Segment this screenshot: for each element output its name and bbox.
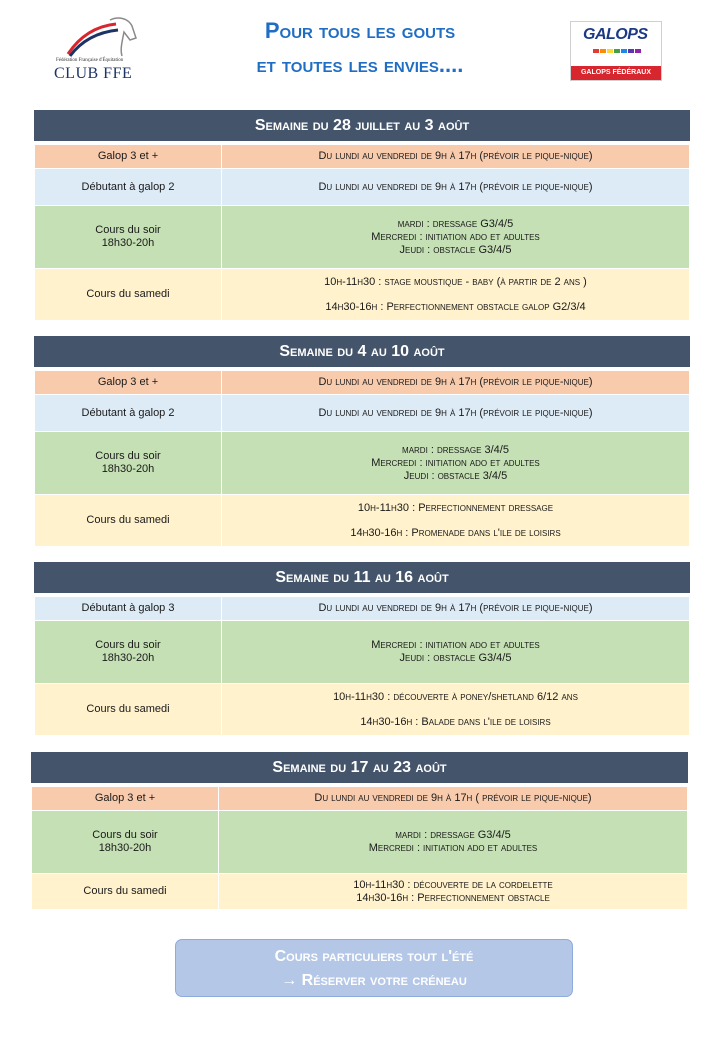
row-detail — [219, 874, 688, 910]
detail-line: Du lundi au vendredi de 9h à 17h (prévoir le pique-nique) — [318, 150, 593, 162]
row-label-line: Cours du soir — [95, 224, 161, 236]
table-row — [32, 811, 688, 874]
galops-color-bars — [593, 49, 641, 53]
detail-line: Jeudi : obstacle G3/4/5 — [399, 652, 512, 664]
row-detail — [222, 371, 690, 395]
row-label: Cours du samedi — [35, 684, 222, 736]
week-header: Semaine du 4 au 10 août — [34, 336, 690, 367]
week-table — [34, 370, 690, 547]
table-row — [35, 432, 690, 495]
week-header: Semaine du 11 au 16 août — [34, 562, 690, 593]
galops-band: GALOPS FÉDÉRAUX — [571, 66, 661, 80]
row-label: Cours du samedi — [35, 495, 222, 547]
row-label: Débutant à galop 2 — [35, 169, 222, 206]
week-table — [34, 596, 690, 736]
row-label-line: Cours du soir — [95, 639, 161, 651]
row-label-line: 18h30-20h — [98, 842, 152, 854]
detail-line: mardi : dressage G3/4/5 — [395, 829, 511, 841]
table-row — [35, 371, 690, 395]
table-row — [35, 145, 690, 169]
table-row — [35, 597, 690, 621]
week-block-1 — [34, 110, 690, 321]
table-row — [35, 206, 690, 269]
row-detail — [222, 597, 690, 621]
row-label — [32, 811, 219, 874]
title-line-1: Pour tous les gouts — [264, 18, 456, 43]
ffe-club-label: CLUB FFE — [54, 65, 133, 82]
table-row — [35, 269, 690, 321]
row-label: Cours du samedi — [35, 269, 222, 321]
row-label: Débutant à galop 3 — [35, 597, 222, 621]
detail-line: Mercredi : initiation ado et adultes — [368, 842, 538, 854]
week-block-3 — [34, 562, 690, 736]
page-title — [160, 14, 560, 82]
detail-line: 14h30-16h : Balade dans l'ile de loisirs — [360, 715, 551, 728]
detail-line: Jeudi : obstacle G3/4/5 — [399, 243, 512, 256]
detail-line: Du lundi au vendredi de 9h à 17h ( prévoir le pique-nique) — [314, 792, 592, 804]
table-row — [32, 874, 688, 910]
detail-line: 14h30-16h : Perfectionnement obstacle — [356, 891, 550, 904]
week-table — [31, 786, 688, 910]
row-label: Galop 3 et + — [35, 145, 222, 169]
week-header: Semaine du 28 juillet au 3 août — [34, 110, 690, 141]
detail-line: 10h-11h30 : stage moustique - baby (à partir de 2 ans ) — [324, 275, 587, 288]
row-label: Galop 3 et + — [32, 787, 219, 811]
row-detail — [219, 811, 688, 874]
detail-line: Jeudi : obstacle 3/4/5 — [403, 469, 508, 482]
row-label — [35, 206, 222, 269]
week-block-2 — [34, 336, 690, 547]
cta-line-1: Cours particuliers tout l'été — [274, 948, 474, 965]
detail-line: 14h30-16h : Promenade dans l'ile de loisirs — [350, 526, 561, 539]
table-row — [35, 621, 690, 684]
table-row — [35, 495, 690, 547]
title-line-2: et toutes les envies.... — [256, 52, 464, 77]
row-detail — [222, 621, 690, 684]
row-label-line: 18h30-20h — [101, 237, 155, 249]
detail-line: 10h-11h30 : découverte à poney/shetland 6/12 ans — [333, 690, 578, 703]
row-label-line: 18h30-20h — [101, 463, 155, 475]
week-table — [34, 144, 690, 321]
row-label — [35, 432, 222, 495]
row-label: Cours du samedi — [32, 874, 219, 910]
ffe-subtitle: Fédération Française d'Équitation — [56, 58, 124, 63]
detail-line: Mercredi : initiation ado et adultes — [371, 456, 540, 469]
table-row — [32, 787, 688, 811]
row-label-line: Cours du soir — [95, 450, 161, 462]
detail-line: Du lundi au vendredi de 9h à 17h (prévoir le pique-nique) — [318, 376, 593, 388]
row-detail — [222, 395, 690, 432]
detail-line: 10h-11h30 : découverte de la cordelette — [353, 878, 553, 891]
row-detail — [219, 787, 688, 811]
table-row — [35, 684, 690, 736]
detail-line: mardi : dressage G3/4/5 — [397, 217, 514, 230]
detail-line: Du lundi au vendredi de 9h à 17h (prévoir le pique-nique) — [318, 180, 593, 193]
table-row — [35, 395, 690, 432]
detail-line: Du lundi au vendredi de 9h à 17h (prévoir le pique-nique) — [318, 406, 593, 419]
row-label: Débutant à galop 2 — [35, 395, 222, 432]
detail-line: mardi : dressage 3/4/5 — [402, 443, 509, 456]
cta-line-2: → Réserver votre créneau — [281, 972, 467, 989]
row-detail — [222, 495, 690, 547]
book-slot-button[interactable] — [175, 939, 573, 997]
galops-logo — [570, 21, 662, 81]
row-detail — [222, 269, 690, 321]
row-detail — [222, 145, 690, 169]
week-header: Semaine du 17 au 23 août — [31, 752, 688, 783]
galops-word: GALOPS — [583, 26, 648, 43]
detail-line: 14h30-16h : Perfectionnement obstacle galop G2/3/4 — [325, 300, 586, 313]
ffe-logo — [50, 12, 150, 82]
row-label: Galop 3 et + — [35, 371, 222, 395]
row-detail — [222, 169, 690, 206]
row-label-line: Cours du soir — [92, 829, 158, 841]
detail-line: Mercredi : initiation ado et adultes — [371, 230, 540, 243]
detail-line: Du lundi au vendredi de 9h à 17h (prévoir le pique-nique) — [318, 602, 593, 614]
week-block-4 — [31, 752, 688, 910]
row-label — [35, 621, 222, 684]
horse-head-icon — [50, 12, 150, 62]
table-row — [35, 169, 690, 206]
row-label-line: 18h30-20h — [101, 652, 155, 664]
row-detail — [222, 206, 690, 269]
detail-line: 10h-11h30 : Perfectionnement dressage — [357, 501, 554, 514]
row-detail — [222, 432, 690, 495]
detail-line: Mercredi : initiation ado et adultes — [371, 639, 540, 651]
row-detail — [222, 684, 690, 736]
